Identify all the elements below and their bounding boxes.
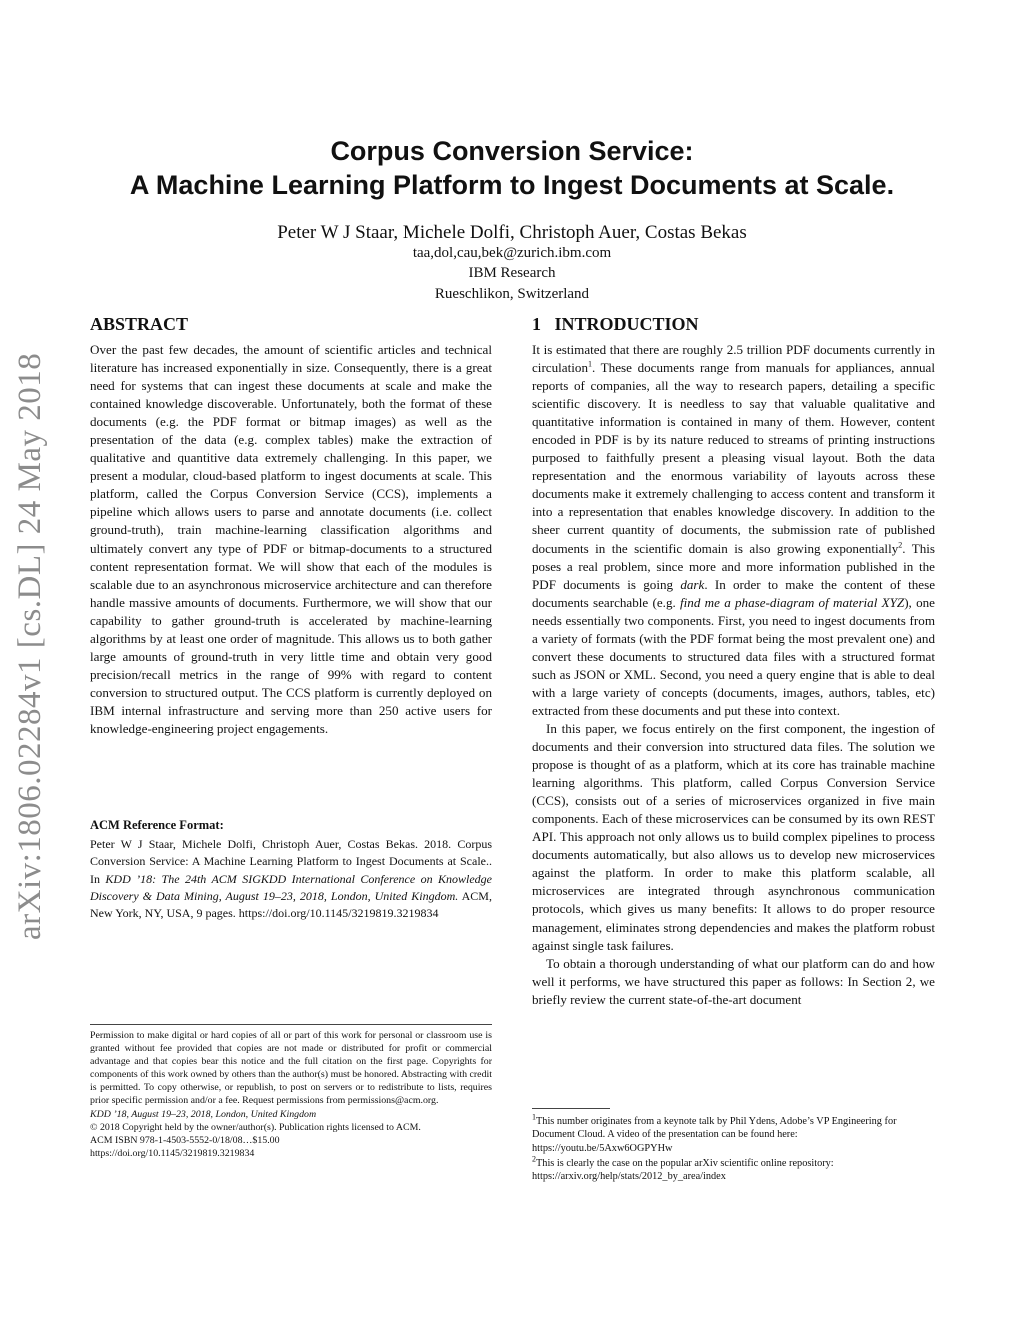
permission-doi: https://doi.org/10.1145/3219819.3219834 [90,1147,255,1159]
permission-block [90,1029,492,1160]
author-location: Rueschlikon, Switzerland [434,286,590,302]
title-line-2: A Machine Learning Platform to Ingest Documents at Scale. [129,170,895,200]
intro-paragraph-2: In this paper, we focus entirely on the first component, the ingestion of documents and their conversion into structured data files. The solution we propose is thought of as a platform, which at its core has trainable machine learning algorithms. This platform, called Corpus Conversion Service (CCS), consists out of a series of microservices organized in five main components. Each of these microservices can be consumed by its own REST API. This approach not only allows us to build complex pipelines to process documents automatically, but also allows us to develop new microservices against the platform. In order to make this platform scalable, all microservices are integrated through asynchronous communication protocols, which gives us many benefits: It allows to do proper resource management, eliminates strong dependencies and makes the platform robust against single task failures. [532,720,935,953]
acm-reference-venue: KDD ’18: The 24th ACM SIGKDD International Conference on Knowledge Discovery & Data Mining, August 19–23, 2018, London, United Kingdom. [90,871,492,903]
abstract-section [90,313,492,738]
paper-title [60,134,964,202]
permission-text: Permission to make digital or hard copies of all or part of this work for personal or classroom use is granted without fee provided that copies are not made or distributed for profit or commercial advantage and that copies bear this notice and the full citation on the first page. Copyrights for components of this work owned by others than the author(s) must be honored. Abstracting with credit is permitted. To copy otherwise, or republish, to post on servers or to redistribute to lists, requires prior specific permission and/or a fee. Request permissions from permissions@acm.org. [90,1030,492,1107]
title-line-1: Corpus Conversion Service: [330,136,694,166]
introduction-heading: 1 INTRODUCTION [532,314,699,334]
footnote-divider [532,1108,610,1109]
author-institution: IBM Research [468,265,556,281]
abstract-text: Over the past few decades, the amount of scientific articles and technical literature has increased exponentially in size. Consequently, there is a great need for systems that can ingest these documents at scale and make the contained knowledge discoverable. Unfortunately, both the format of these documents (e.g. the PDF format or bitmap images) as well as the presentation of the data (e.g. complex tables) make the extraction of qualitative and quantitive data extremely challenging. In this paper, we present a modular, cloud-based platform to ingest documents at scale. This platform, called the Corpus Conversion Service (CCS), implements a pipeline which allows users to parse and annotate documents (i.e. collect ground-truth), train machine-learning classification algorithms and ultimately convert any type of PDF or bitmap-documents to a structured content representation format. We will show that each of the modules is scalable due to an asynchronous microservice architecture and can therefore handle massive amounts of documents. Furthermore, we will show that our capability to gather ground-truth is accelerated by machine-learning algorithms by at least one order of magnitude. This allows us to both gather large amounts of ground-truth in very little time and obtain very good precision/recall metrics in the range of 99% with regard to content conversion to structured output. The CCS platform is currently deployed on IBM internal infrastructure and serving more than 250 active users for knowledge-engineering project engagements. [90,342,492,736]
permission-isbn: ACM ISBN 978-1-4503-5552-0/18/08…$15.00 [90,1134,280,1146]
introduction-section [532,313,935,1009]
footnote-ref-2: 2 [898,540,903,550]
acm-reference-part-b: ACM, New York, NY, USA, 9 pages. https://doi.org/10.1145/3219819.3219834 [90,888,492,921]
arxiv-side-stamp: arXiv:1806.02284v1 [cs.DL] 24 May 2018 [12,352,48,940]
footnote-ref-1: 1 [588,359,592,369]
permission-venue: KDD ’18, August 19–23, 2018, London, United Kingdom [90,1108,317,1120]
intro-paragraph-1: It is estimated that there are roughly 2.5 trillion PDF documents currently in circulation$^1$. These documents range from manuals for appliances, annual reports of companies, all the way to research papers, detailing a specific scientific discovery. It is needless to say that valuable qualitative and quantitative information is contained in many of them. However, content encoded in PDF is by its nature reduced to streams of printing instructions purposed to faithfully present a pleasing visual layout. Both the data representation and the enormous variability of layouts across these documents make it extremely challenging to access content and transform it into a representation that enables knowledge discovery. In addition to the sheer current quantity of documents, the submission rate of published documents in the scientific domain is also growing exponentially$^2$. This poses a real problem, since more and more information published in the PDF documents is going dark. In order to make the content of these documents searchable (e.g. find me a phase-diagram of material XYZ), one needs essentially two components. First, you need to ingest documents from a variety of formats (with the PDF format being the most prevalent one) and convert these documents to structured data files with a structured format such as JSON or XML. Second, you need a query engine that is able to deal with a large variety of concepts (documents, images, authors, tables, etc) extracted from these documents and put these into context. [532,342,936,718]
author-list: Peter W J Staar, Michele Dolfi, Christoph Auer, Costas Bekas [277,222,747,243]
abstract-heading: ABSTRACT [90,314,189,334]
permission-copyright: © 2018 Copyright held by the owner/author(s). Publication rights licensed to ACM. [90,1121,421,1133]
author-email: taa,dol,cau,bek@zurich.ibm.com [412,245,612,261]
footnote-1: $^1$This number originates from a keynote talk by Phil Ydens, Adobe’s VP Engineering for Document Cloud. A video of the presentation can be found here: https://youtu.be/5Axw6OGPYHw [532,1112,897,1154]
intro-paragraph-3: To obtain a thorough understanding of what our platform can do and how well it performs, we have structured this paper as follows: In Section 2, we briefly review the current state-of-the-art document [532,955,935,1007]
permission-divider [90,1024,492,1025]
footnote-2: $^2$This is clearly the case on the popular arXiv scientific online repository: https://arxiv.org/help/stats/2012_by_area/index [532,1154,834,1183]
acm-reference-heading: ACM Reference Format: [90,818,224,832]
acm-reference-text [90,836,492,922]
acm-reference-part-a: Peter W J Staar, Michele Dolfi, Christoph Auer, Costas Bekas. 2018. Corpus Conversion Service: A Machine Learning Platform to Ingest Documents at Scale.. In [90,837,492,886]
